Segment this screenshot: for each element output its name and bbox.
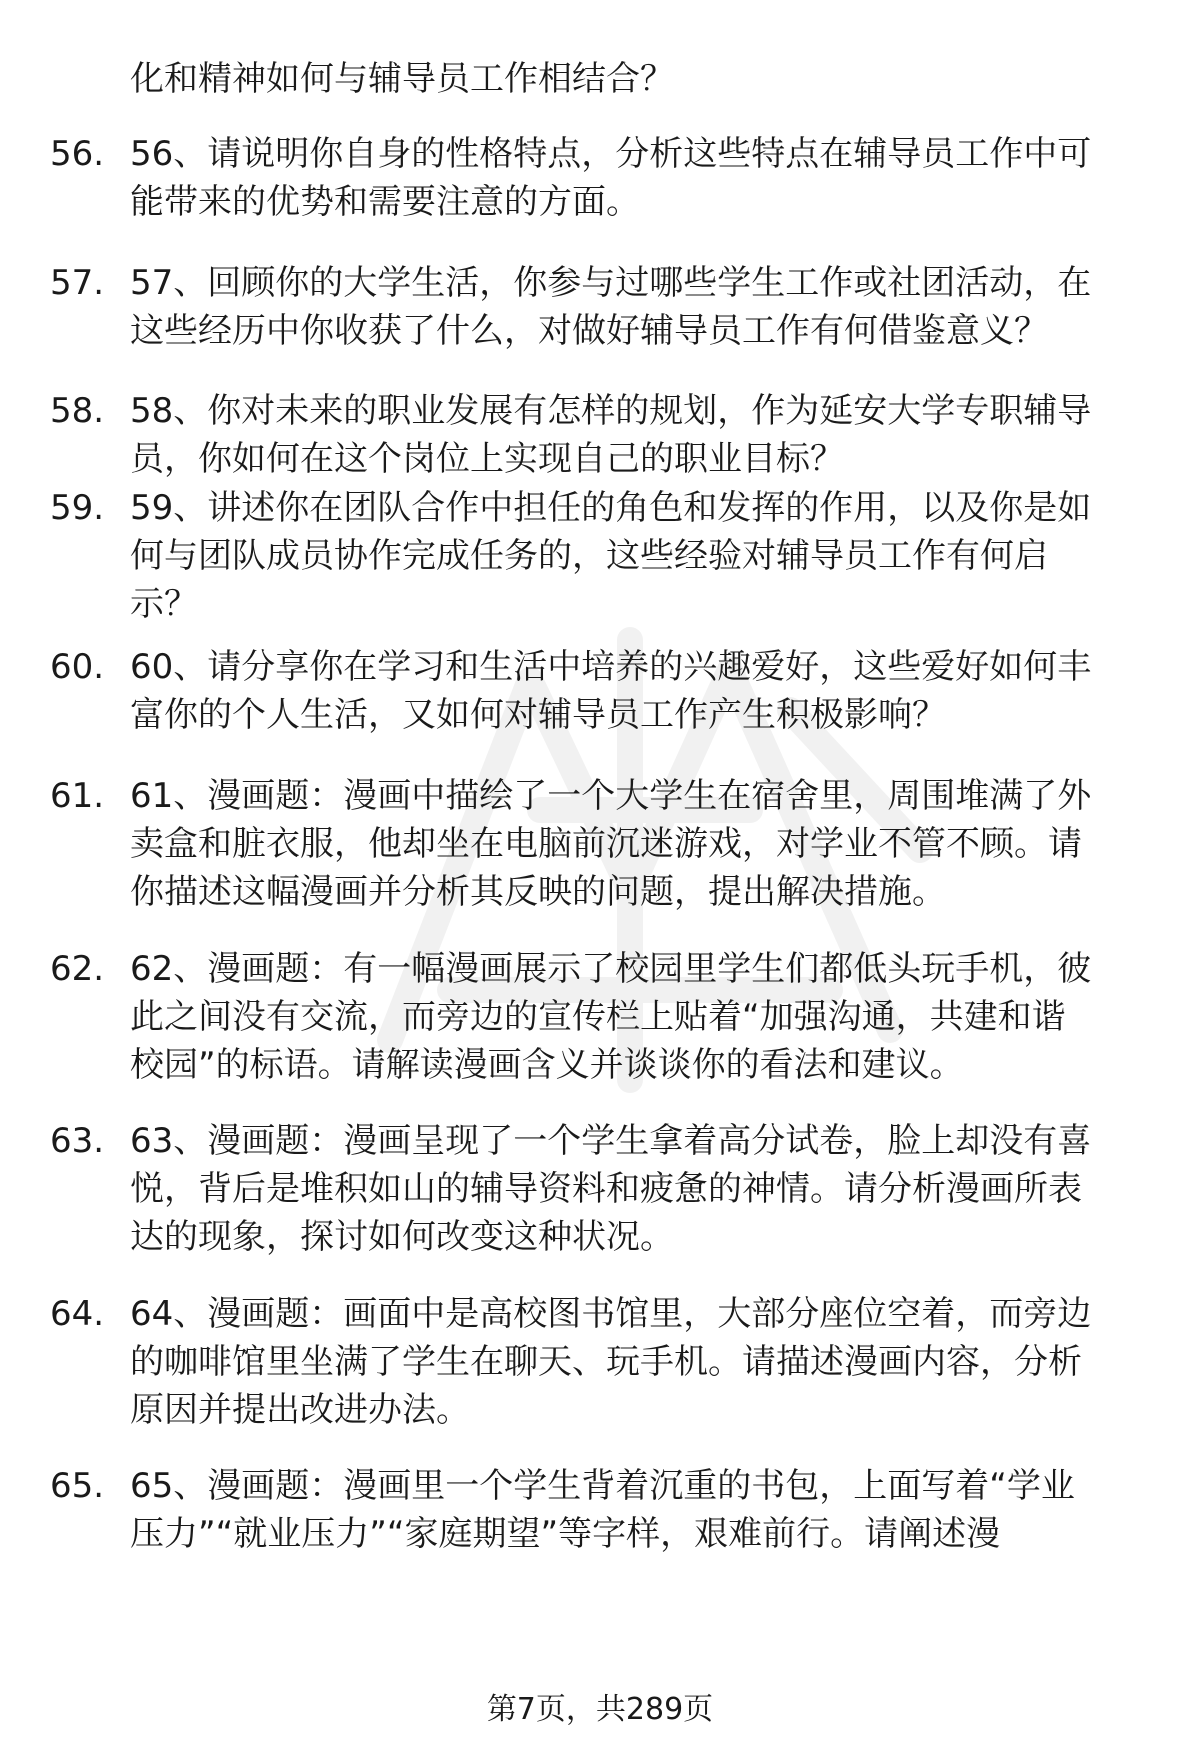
question-line: 此之间没有交流，而旁边的宣传栏上贴着“加强沟通，共建和谐: [130, 997, 1066, 1037]
question-number: 56.: [50, 134, 105, 174]
question-text: [130, 945, 1150, 1089]
question-text: [130, 387, 1150, 483]
question-line: 你描述这幅漫画并分析其反映的问题，提出解决措施。: [130, 872, 946, 912]
question-text: [130, 1462, 1150, 1558]
question-line: 员，你如何在这个岗位上实现自己的职业目标？: [130, 439, 844, 479]
question-number: 60.: [50, 647, 105, 687]
question-text: [130, 130, 1150, 226]
question-text: [130, 259, 1150, 355]
question-line: 何与团队成员协作完成任务的，这些经验对辅导员工作有何启: [130, 536, 1048, 576]
question-line: 的咖啡馆里坐满了学生在聊天、玩手机。请描述漫画内容，分析: [130, 1342, 1082, 1382]
question-line: 这些经历中你收获了什么，对做好辅导员工作有何借鉴意义？: [130, 311, 1048, 351]
question-text: [130, 772, 1150, 916]
question-line: 校园”的标语。请解读漫画含义并谈谈你的看法和建议。: [130, 1045, 964, 1085]
continuation-line: 化和精神如何与辅导员工作相结合？: [130, 59, 674, 99]
question-number: 57.: [50, 263, 105, 303]
question-line: 60、请分享你在学习和生活中培养的兴趣爱好，这些爱好如何丰: [130, 647, 1092, 687]
question-line: 57、回顾你的大学生活，你参与过哪些学生工作或社团活动，在: [130, 263, 1092, 303]
question-text: [130, 1290, 1150, 1434]
question-line: 63、漫画题：漫画呈现了一个学生拿着高分试卷，脸上却没有喜: [130, 1121, 1092, 1161]
page-footer: 第7页，共289页: [486, 1692, 714, 1727]
question-line: 原因并提出改进办法。: [130, 1390, 470, 1430]
question-line: 56、请说明你自身的性格特点，分析这些特点在辅导员工作中可: [130, 134, 1092, 174]
question-number: 58.: [50, 391, 105, 431]
question-line: 能带来的优势和需要注意的方面。: [130, 182, 640, 222]
question-line: 富你的个人生活，又如何对辅导员工作产生积极影响？: [130, 695, 946, 735]
question-line: 61、漫画题：漫画中描绘了一个大学生在宿舍里，周围堆满了外: [130, 776, 1092, 816]
question-line: 65、漫画题：漫画里一个学生背着沉重的书包，上面写着“学业: [130, 1466, 1075, 1506]
question-line: 62、漫画题：有一幅漫画展示了校园里学生们都低头玩手机，彼: [130, 949, 1092, 989]
question-line: 59、讲述你在团队合作中担任的角色和发挥的作用，以及你是如: [130, 488, 1092, 528]
question-number: 62.: [50, 949, 105, 989]
question-line: 悦，背后是堆积如山的辅导资料和疲惫的神情。请分析漫画所表: [130, 1169, 1082, 1209]
question-number: 63.: [50, 1121, 105, 1161]
question-number: 64.: [50, 1294, 105, 1334]
question-text: [130, 484, 1150, 628]
question-line: 58、你对未来的职业发展有怎样的规划，作为延安大学专职辅导: [130, 391, 1092, 431]
question-number: 59.: [50, 488, 105, 528]
question-number: 61.: [50, 776, 105, 816]
question-line: 达的现象，探讨如何改变这种状况。: [130, 1217, 674, 1257]
question-line: 64、漫画题：画面中是高校图书馆里，大部分座位空着，而旁边: [130, 1294, 1092, 1334]
question-number: 65.: [50, 1466, 105, 1506]
question-line: 压力”“就业压力”“家庭期望”等字样，艰难前行。请阐述漫: [130, 1514, 1001, 1554]
question-text: [130, 643, 1150, 739]
question-line: 卖盒和脏衣服，他却坐在电脑前沉迷游戏，对学业不管不顾。请: [130, 824, 1082, 864]
question-line: 示？: [130, 584, 198, 624]
question-text: [130, 1117, 1150, 1261]
